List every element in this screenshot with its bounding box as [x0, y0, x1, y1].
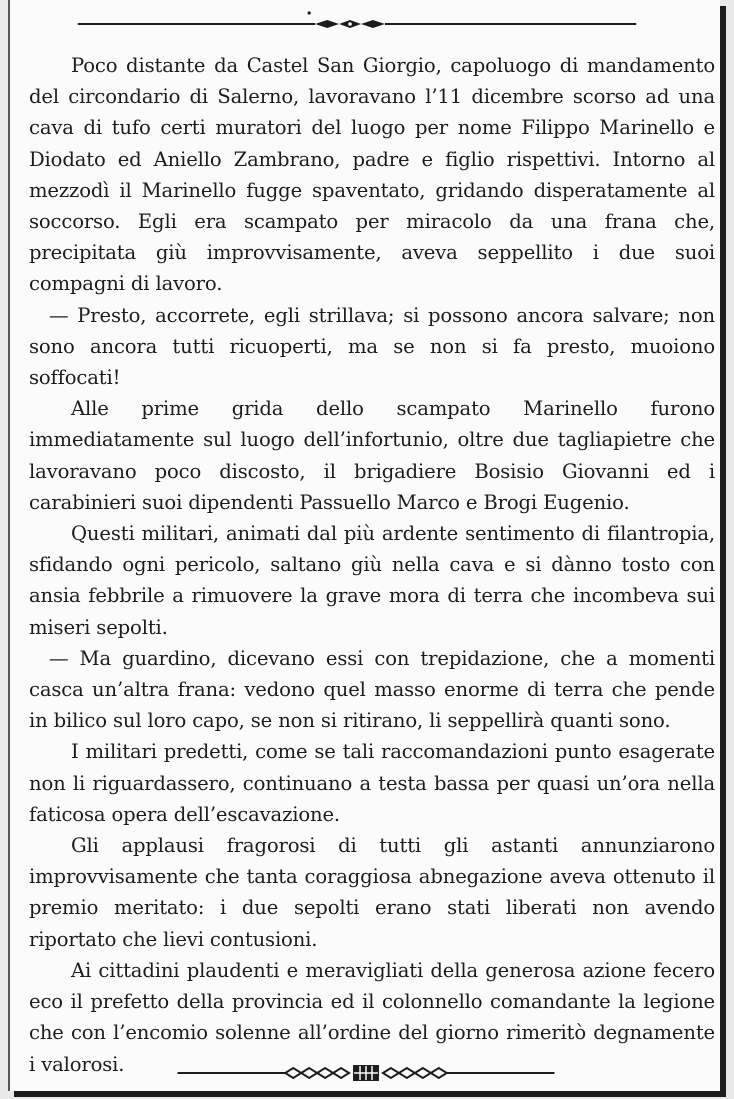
paragraph-7: Gli applausi fragorosi di tutti gli astanti annunziarono improvvisamente che tanta coraggiosa abnegazione aveva ottenuto il premio meritato: i due sepolti erano stati liberati non avendo riportato che lievi contusioni.	[29, 834, 715, 951]
paragraph-8: Ai cittadini plaudenti e meravigliati della generosa azione fecero eco il prefetto della provincia ed il colonnello comandante la legione che con l’encomio solenne all’ordine del giorno rimeritò degnamente i valorosi.	[29, 958, 715, 1076]
paragraph-5: — Ma guardino, dicevano essi con trepidazione, che a momenti casca un’altra frana: vedono quel masso enorme di terra che pende in bilico sul loro capo, se non si ritirano, li seppellirà quanti sono.	[29, 646, 715, 733]
paragraph-6: I militari predetti, come se tali raccomandazioni punto esagerate non li riguardassero, continuano a testa bassa per quasi un’ora nella faticosa opera dell’escavazione.	[29, 740, 715, 826]
paragraph-1: Poco distante da Castel San Giorgio, capoluogo di mandamento del circondario di Salerno, lavoravano l’11 dicembre scorso ad una cava di tufo certi muratori del luogo per nome Filippo Marinello e Diodato ed Aniello Zambrano, padre e figlio rispettivi. Intorno al mezzodì il Marinello fugge spaventato, gridando disperatamente al soccorso. Egli era scampato per miracolo da una frana che, precipitata giù improvvisamente, aveva seppellito i due suoi compagni di lavoro.	[29, 54, 715, 296]
paragraph-3: Alle prime grida dello scampato Marinello furono immediatamente sul luogo dell’infortunio, oltre due tagliapietre che lavoravano poco discosto, il brigadiere Bosisio Giovanni ed i carabinieri suoi dipendenti Passuello Marco e Brogi Eugenio.	[29, 397, 715, 514]
top-ornament-rule	[10, 8, 720, 38]
newspaper-page	[8, 0, 720, 1091]
article-body	[29, 50, 715, 1080]
bottom-ornament-rule	[10, 1058, 720, 1088]
paragraph-4: Questi militari, animati dal più ardente sentimento di filantropia, sfidando ogni pericolo, saltano giù nella cava e si dànno tosto con ansia febbrile a rimuovere la grave mora di terra che incombeva sui miseri sepolti.	[29, 522, 715, 639]
paragraph-2: — Presto, accorrete, egli strillava; si possono ancora salvare; non sono ancora tutti ricuoperti, ma se non si fa presto, muoiono soffocati!	[29, 303, 715, 390]
